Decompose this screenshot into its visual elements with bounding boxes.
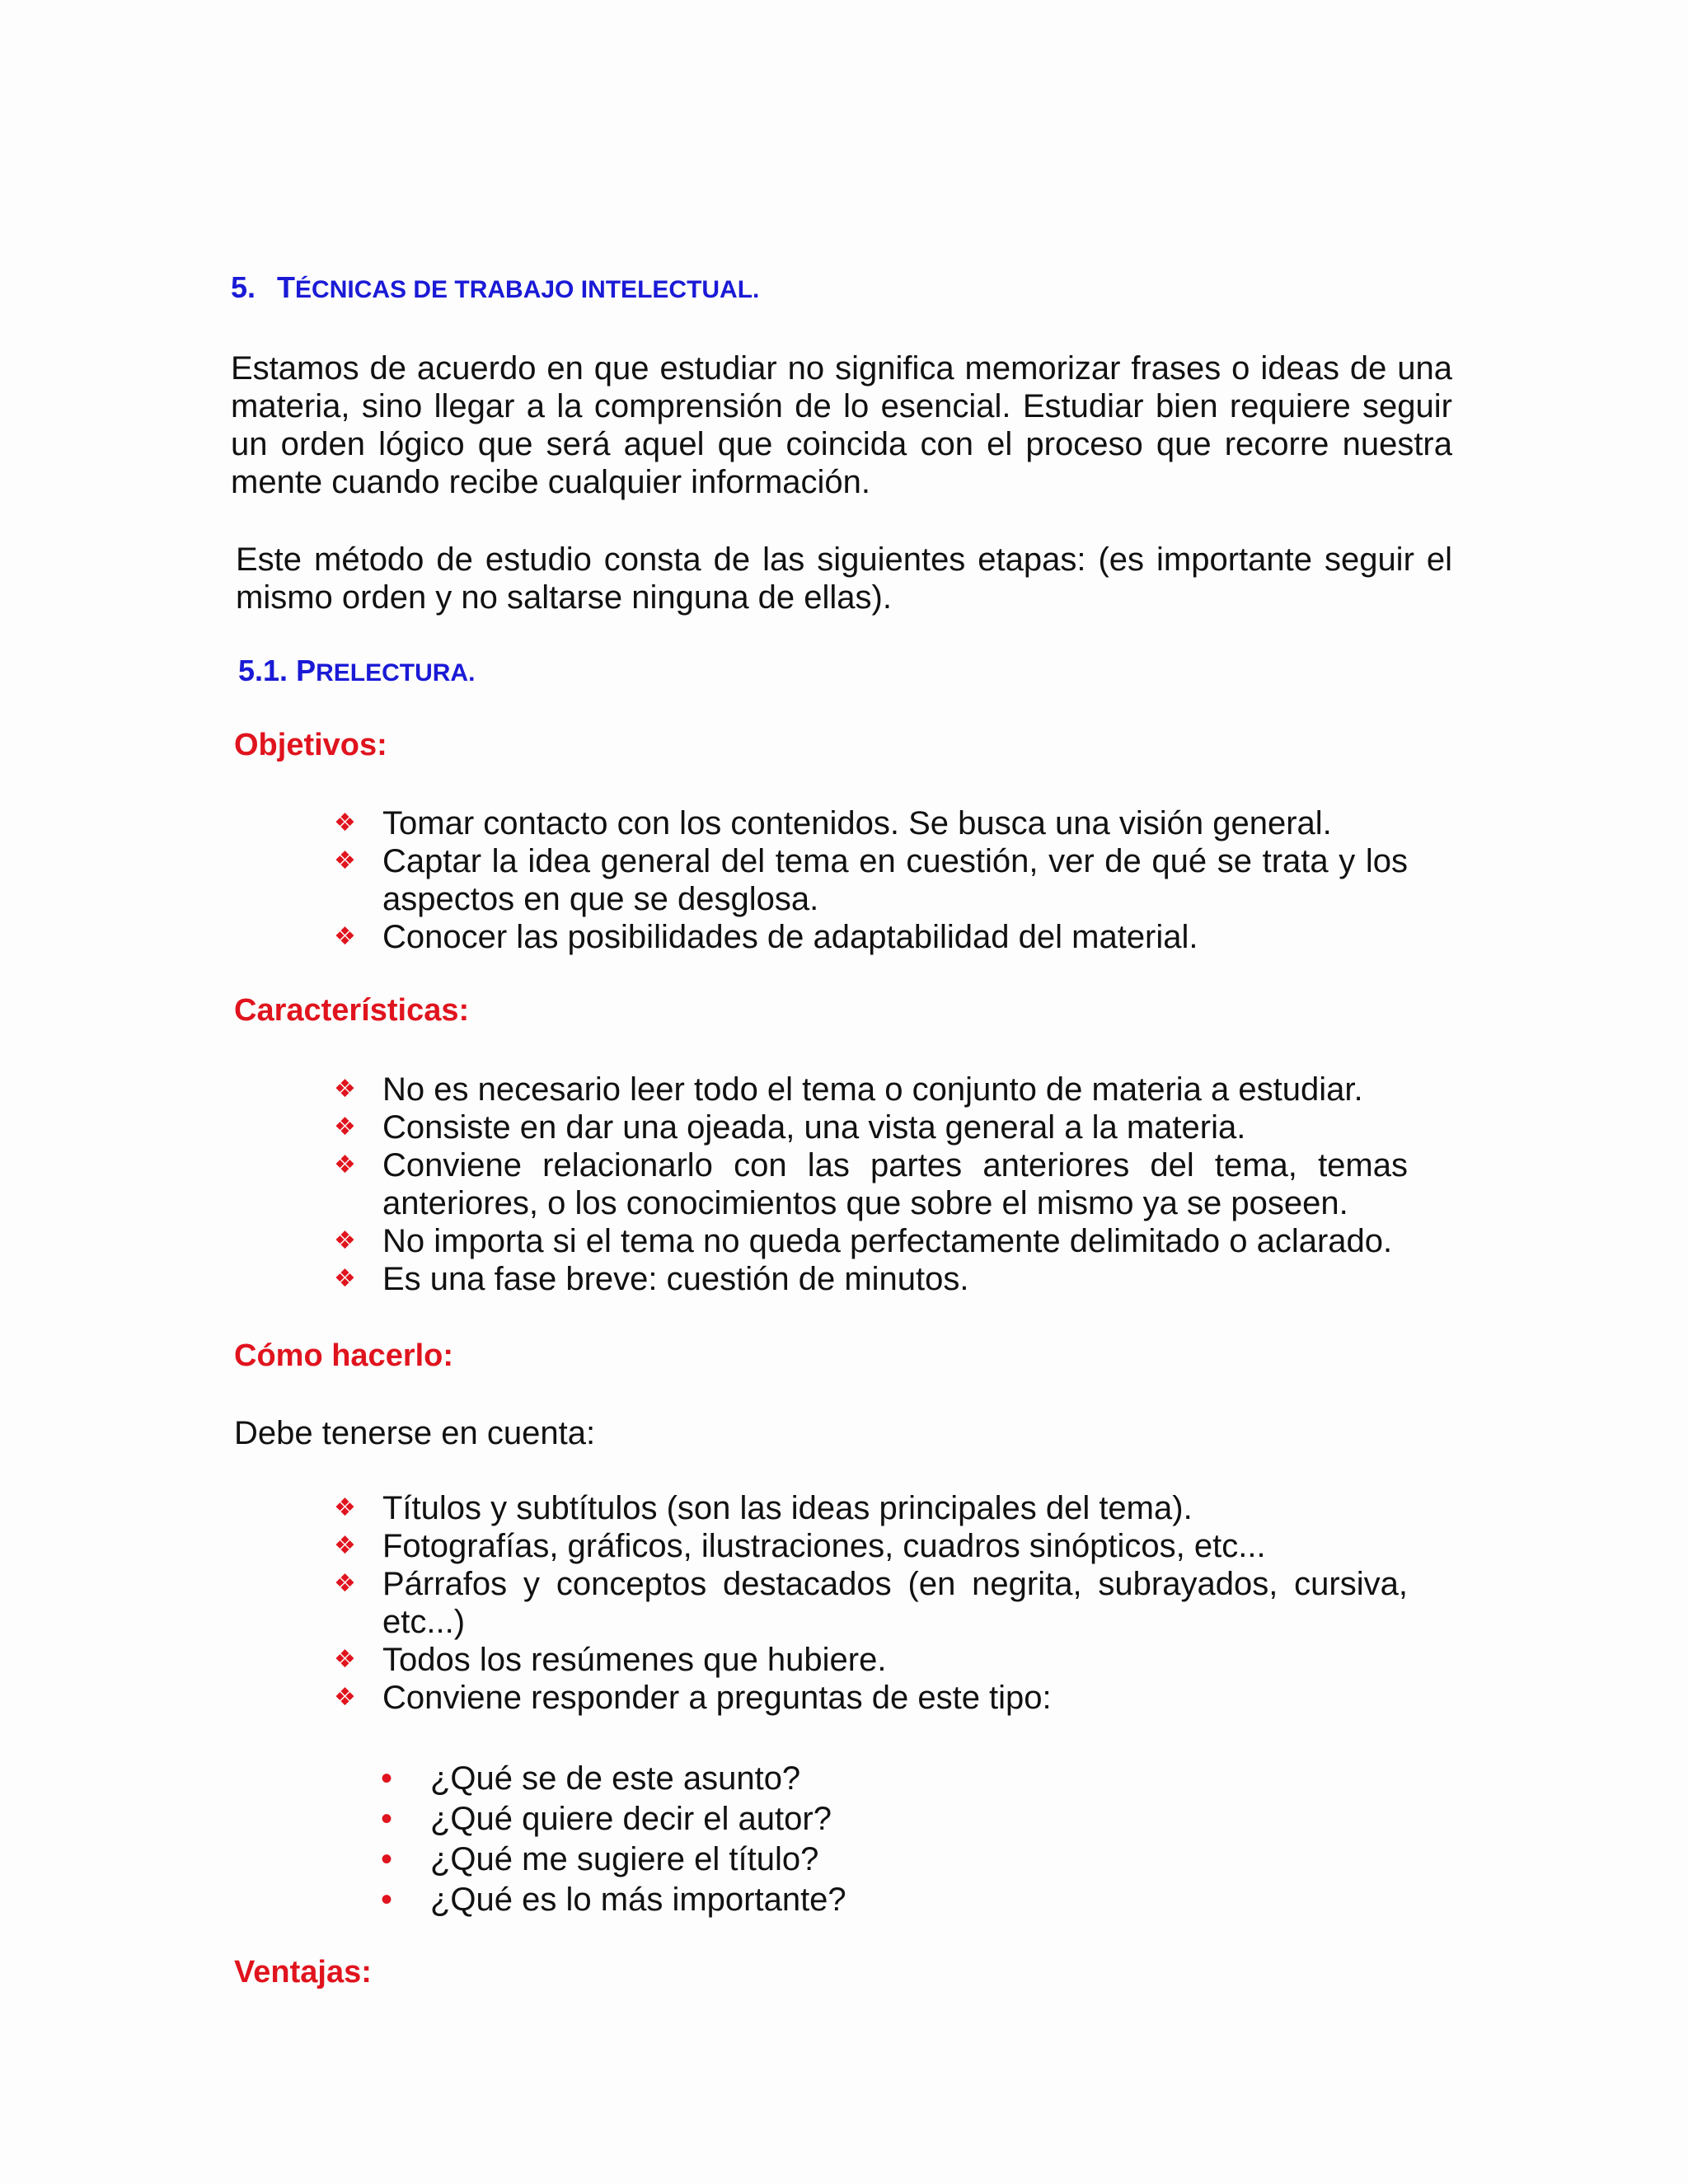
list-item: ❖ Consiste en dar una ojeada, una vista general a la materia. — [334, 1109, 1246, 1146]
diamond-bullet-icon: ❖ — [334, 1645, 356, 1674]
preguntas-list — [381, 1759, 958, 1920]
dot-bullet-icon: • — [381, 1841, 393, 1877]
subsection-title-rest: RELECTURA. — [316, 659, 476, 687]
diamond-bullet-icon: ❖ — [334, 846, 356, 875]
intro-paragraph: Estamos de acuerdo en que estudiar no significa memorizar frases o ideas de una materia, sino llegar a la comprensión de lo esencial. Estudiar bien requiere seguir un orden lógico que será aquel que coincida con el proceso que recorre nuestra mente cuando recibe cualquier información. — [231, 350, 1452, 500]
list-item: • ¿Qué me sugiere el título? — [381, 1840, 958, 1880]
list-item: ❖ Captar la idea general del tema en cuestión, ver de qué se trata y los aspectos en que se desglosa. — [334, 843, 1408, 917]
diamond-bullet-icon: ❖ — [334, 1226, 356, 1255]
como-intro-text: Debe tenerse en cuenta: — [234, 1415, 596, 1451]
list-item: ❖ Conviene responder a preguntas de este tipo: — [334, 1680, 1052, 1716]
list-item: ❖ Conocer las posibilidades de adaptabilidad del material. — [334, 919, 1198, 955]
diamond-bullet-icon: ❖ — [334, 1075, 356, 1104]
diamond-bullet-icon: ❖ — [334, 1493, 356, 1522]
section-title-rest: ÉCNICAS DE TRABAJO INTELECTUAL. — [295, 276, 760, 303]
diamond-bullet-icon: ❖ — [334, 1151, 356, 1179]
objetivos-list — [334, 804, 1408, 956]
subsection-title-initial: P — [296, 654, 316, 687]
diamond-bullet-icon: ❖ — [334, 808, 356, 837]
section-heading — [231, 270, 759, 305]
subsection-number: 5.1. — [238, 654, 288, 687]
como-hacerlo-label: Cómo hacerlo: — [234, 1338, 454, 1373]
list-item: ❖ Fotografías, gráficos, ilustraciones, cuadros sinópticos, etc... — [334, 1528, 1266, 1564]
method-paragraph: Este método de estudio consta de las siguientes etapas: (es importante seguir el mismo orden y no saltarse ninguna de ellas). — [236, 541, 1452, 616]
dot-bullet-icon: • — [381, 1882, 393, 1918]
diamond-bullet-icon: ❖ — [334, 1683, 356, 1712]
list-item: ❖ Tomar contacto con los contenidos. Se busca una visión general. — [334, 805, 1332, 841]
list-item: • ¿Qué quiere decir el autor? — [381, 1799, 958, 1840]
ventajas-label: Ventajas: — [234, 1955, 372, 1990]
diamond-bullet-icon: ❖ — [334, 1569, 356, 1598]
diamond-bullet-icon: ❖ — [334, 1264, 356, 1293]
list-item: • ¿Qué es lo más importante? — [381, 1880, 958, 1920]
list-item: ❖ No importa si el tema no queda perfectamente delimitado o aclarado. — [334, 1223, 1393, 1259]
diamond-bullet-icon: ❖ — [334, 922, 356, 951]
objetivos-label: Objetivos: — [234, 728, 387, 762]
list-item: ❖ Es una fase breve: cuestión de minutos. — [334, 1261, 969, 1297]
list-item: ❖ Todos los resúmenes que hubiere. — [334, 1642, 887, 1678]
como-hacerlo-list — [334, 1489, 1408, 1717]
dot-bullet-icon: • — [381, 1760, 393, 1797]
caracteristicas-list — [334, 1071, 1408, 1298]
list-item: ❖ Párrafos y conceptos destacados (en negrita, subrayados, cursiva, etc...) — [334, 1566, 1408, 1640]
list-item: ❖ Títulos y subtítulos (son las ideas principales del tema). — [334, 1490, 1193, 1526]
caracteristicas-label: Características: — [234, 993, 470, 1028]
list-item: • ¿Qué se de este asunto? — [381, 1759, 958, 1799]
diamond-bullet-icon: ❖ — [334, 1113, 356, 1141]
subsection-heading — [238, 654, 475, 688]
list-item: ❖ No es necesario leer todo el tema o conjunto de materia a estudiar. — [334, 1071, 1363, 1108]
section-number: 5. — [231, 270, 256, 304]
list-item: ❖ Conviene relacionarlo con las partes anteriores del tema, temas anteriores, o los conocimientos que sobre el mismo ya se poseen. — [334, 1147, 1408, 1221]
section-title-initial: T — [277, 270, 296, 304]
dot-bullet-icon: • — [381, 1801, 393, 1837]
diamond-bullet-icon: ❖ — [334, 1531, 356, 1560]
